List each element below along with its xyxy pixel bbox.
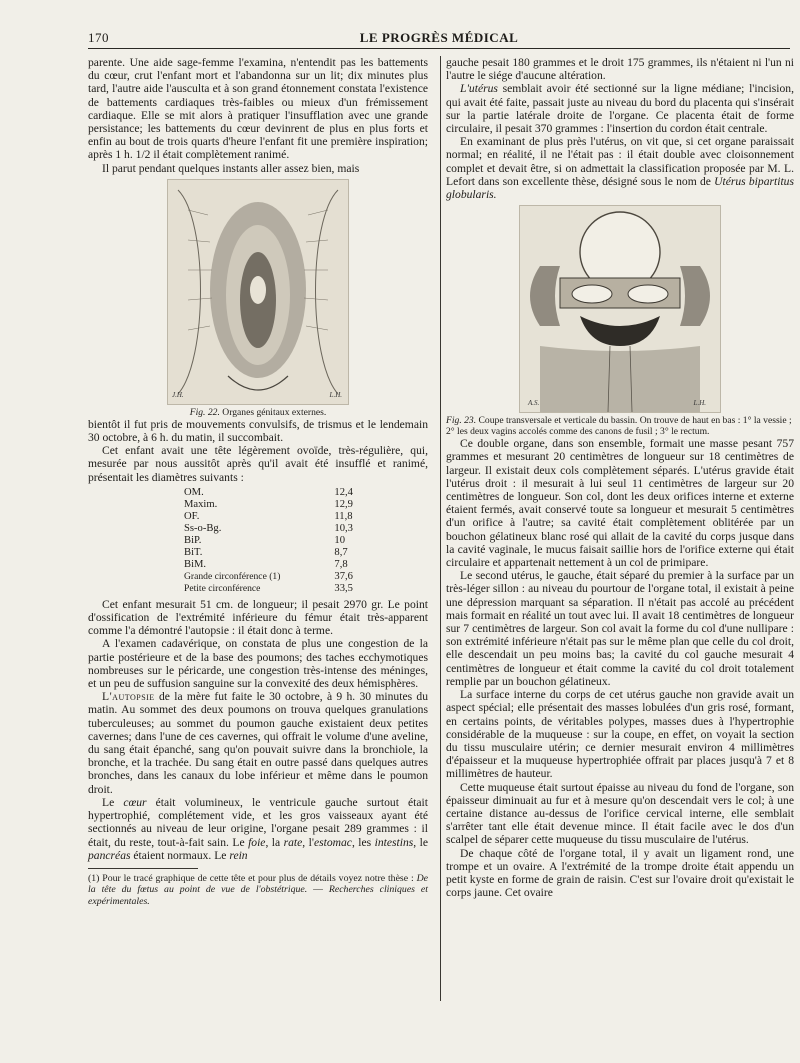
term: foie xyxy=(248,835,266,849)
diameter-row xyxy=(178,547,359,559)
paragraph: Cet enfant mesurait 51 cm. de longueur; il pesait 2970 gr. Le point d'ossification de l'extrémité inférieure du fémur était très-apparent comme l'a démontré l'autopsie : il était donc à terme. xyxy=(88,597,428,638)
term: Utérus bipartitus globularis. xyxy=(446,174,794,202)
diameter-value: 10,3 xyxy=(334,522,353,534)
figure-label: Fig. 23. xyxy=(446,415,477,427)
paragraph: bientôt il fut pris de mouvements convulsifs, de trismus et le lendemain 30 octobre, à 6 h. du matin, il succombait. xyxy=(88,417,428,445)
diameter-value: 33,5 xyxy=(334,582,353,594)
diameter-row xyxy=(178,571,359,583)
diameter-name: Petite circonférence xyxy=(184,582,261,594)
diameter-name: BiP. xyxy=(184,534,202,546)
text: , les xyxy=(351,835,375,849)
term: estomac xyxy=(313,835,352,849)
text: , la xyxy=(265,835,284,849)
diameter-name: BiM. xyxy=(184,558,207,570)
page-header xyxy=(88,30,790,49)
term: rein xyxy=(229,848,248,862)
paragraph: Il parut pendant quelques instants aller assez bien, mais xyxy=(102,161,360,175)
right-column xyxy=(446,56,794,899)
footnote-text: — xyxy=(307,884,329,896)
paragraph xyxy=(88,690,428,796)
diameter-row xyxy=(178,487,359,499)
diameter-name: OM. xyxy=(184,486,204,498)
paragraph: Cette muqueuse était surtout épaisse au niveau du fond de l'organe, son épaisseur diminuait au fur et à mesure qu'on descendait vers le col; à une certaine distance au-dessus de l'orifice cervical interne, elle semblait s'arrêter tant elle était devenue mince. Il était facile avec le dos d'un scalpel de séparer cette muqueuse du tissu musculaire de l'utérus. xyxy=(446,780,794,847)
diameter-row xyxy=(178,583,359,595)
term: intestins xyxy=(374,835,414,849)
figure-23-illustration xyxy=(520,206,720,412)
text: était volumineux, le ventricule gauche surtout était hypertrophié, complétement vide, et les gros vaisseaux ayant été sectionnés au niveau de leur origine, l'organe pesait 289 grammes : il était, du reste, tout-à-fait sain. Le xyxy=(88,795,428,849)
artist-signature: L.H. xyxy=(693,399,706,408)
diameter-value: 11,8 xyxy=(334,510,353,522)
paragraph: Le second utérus, le gauche, était séparé du premier à la surface par un très-léger sillon : au niveau du pourtour de l'organe total, il existait à peine une dépression marquant sa séparation. Il n'était pas accolé au précédent mais formait en réalité un tout avec lui. Il avait 18 centimètres de longueur sur 7 centimètres de largeur. Son col avait la forme du col d'une nullipare : son extrémité inférieure n'était pas sur le même plan que celle du col droit, elle descendait un peu moins bas; la cavité du col gauche mesurait 4 centimètres de longueur et était comme la cavité du col droit totalement remplie par un bouchon gélatineux. xyxy=(446,569,794,688)
paragraph-text: En examinant de plus près l'utérus, on vit que, si cet organe paraissait normal; en réalité, il ne l'était pas : il était double avec cloisonnement complet et devait être, si on admettait la classification proposée par M. L. Lefort dans son excellente thèse, désigné sous le nom de xyxy=(446,135,794,188)
figure-22-caption xyxy=(88,407,428,418)
paragraph-text: semblait avoir été sectionné sur la ligne médiane; l'incision, qui avait été faite, passait juste au niveau du bord du placenta qui s'insérait sur la partie latérale droite de l'organe. Ce placenta était de forme circulaire, il pesait 370 grammes : l'insertion du cordon était centrale. xyxy=(446,82,794,136)
diameter-value: 12,9 xyxy=(334,498,353,510)
paragraph xyxy=(446,82,794,135)
diameter-row xyxy=(178,511,359,523)
diameter-value: 37,6 xyxy=(334,570,353,582)
diameter-row xyxy=(178,535,359,547)
footnote-text: (1) Pour le tracé graphique de cette tête et pour plus de détails voyez notre thèse : xyxy=(88,872,417,884)
term: cœur xyxy=(123,795,147,809)
text: , l' xyxy=(302,835,314,849)
figure-label: Fig. 22. xyxy=(189,406,220,418)
paragraph: Ce double organe, dans son ensemble, formait une masse pesant 757 grammes et mesurant 20 centimètres de longueur sur 18 centimètres de largeur. Il existait deux cols complètement séparés. L'utérus gravide était l'utérus droit : il mesurait à lui seul 11 centimètres de largeur sur 20 centimètres de longueur. Son col, dont les deux orifices interne et externe étaient fermés, avait conservé toute sa longueur et mesurait 5 centimètres d'un orifice à l'autre; sa cavité était complètement oblitérée par un bouchon gélatineux blanc rosé qui allait de la cavité du corps jusque dans la cavité vaginale, le mucus faisait saillie hors de l'orifice externe qui était circulaire et appartenait nettement à un col de primipare. xyxy=(446,437,794,570)
paragraph: A l'examen cadavérique, on constata de plus une congestion de la partie postérieure et de la base des poumons; des taches ecchymotiques nombreuses sur le péricarde, une congestion très-intense des méninges, et un peu de suffusion sanguine sur la convexité des deux hémisphères. xyxy=(88,637,428,691)
paragraph xyxy=(88,796,428,862)
diameter-row xyxy=(178,559,359,571)
figure-caption-text: Coupe transversale et verticale du bassin. On trouve de haut en bas : 1° la vessie ; 2° les deux vagins accolés comme des canons de fusil ; 3° le rectum. xyxy=(446,415,792,438)
text: étaient normaux. Le xyxy=(130,848,230,862)
paragraph: De chaque côté de l'organe total, il y avait un ligament rond, une trompe et un ovaire. A l'extrémité de la trompe droite était appendu un petit kyste en forme de grain de raisin. C'est sur l'ovaire droit qu'existait le corps jaune. Cet ovaire xyxy=(446,846,794,900)
text: Le xyxy=(102,795,124,809)
column-divider xyxy=(440,56,441,1001)
figure-23-caption xyxy=(446,415,794,437)
paragraph: parente. Une aide sage-femme l'examina, n'entendit pas les battements du cœur, crut l'enfant mort et l'abandonna sur un lit; dix minutes plus tard, l'autre aide l'ausculta et à son grand étonnement constata l'existence de battements cardiaques très-faibles ou mieux d'un frémissement cardiaque. Elle se mit alors à pratiquer l'insufflation avec une grande persistance; les battements du cœur devinrent de plus en plus forts et enfin au bout de trois quarts d'heure l'enfant fit une première inspiration; après 1 h. 1/2 il était complètement ranimé. xyxy=(88,56,428,162)
diameter-name: Grande circonférence (1) xyxy=(184,570,281,582)
engraver-signature: A.S. xyxy=(528,399,540,408)
diameter-name: Ss-o-Bg. xyxy=(184,522,222,534)
footnote-title: De la tête du fœtus au point de vue de l'obstétrique. xyxy=(88,872,428,896)
term: rate xyxy=(283,835,303,849)
paragraph: Cet enfant avait une tête légèrement ovoïde, très-régulière, qui, mesurée par nous aussitôt après qu'il avait été insufflé et ranimé, présentait les diamètres suivants : xyxy=(88,444,428,484)
paragraph xyxy=(446,135,794,201)
paragraph-text: de la mère fut faite le 30 octobre, à 9 h. 30 minutes du matin. Au sommet des deux poumons on trouva quelques granulations tuberculeuses; au sommet du poumon gauche existaient deux petites cavernes; dans l'une de ces cavernes, qui offrait le volume d'une aveline, du sang était épanché, sang qu'on pouvait suivre dans la bronchiole, la bronche, et la trachée. Du sang était en outre passé dans quelques autres bronches, dans les canaux du lobe inférieur et même dans le poumon droit. xyxy=(88,690,428,796)
diameter-name: Maxim. xyxy=(184,498,218,510)
journal-title: LE PROGRÈS MÉDICAL xyxy=(359,30,519,45)
head-diameters-table xyxy=(178,487,359,595)
section-lead: L'utérus xyxy=(460,82,498,96)
section-lead: L'autopsie xyxy=(102,690,155,704)
diameter-value: 10 xyxy=(334,534,345,546)
figure-23-engraving xyxy=(519,205,721,413)
footnote-title: Recherches cliniques et expérimentales. xyxy=(88,884,428,907)
diameter-name: BiT. xyxy=(184,546,203,558)
diameter-row xyxy=(178,523,359,535)
footnote-rule xyxy=(88,868,198,869)
paragraph: gauche pesait 180 grammes et le droit 175 grammes, ils n'étaient ni l'un ni l'autre le siége d'aucune altération. xyxy=(446,56,794,83)
figure-caption-text: Organes génitaux externes. xyxy=(222,406,327,418)
diameter-value: 8,7 xyxy=(334,546,348,558)
term: pancréas xyxy=(88,848,131,862)
left-column xyxy=(88,56,428,907)
paragraph: La surface interne du corps de cet utérus gauche non gravide avait un aspect spécial; elle présentait des masses lobulées d'un gris rosé, formant, en certains points, de véritables polypes, masses dues à l'hypertrophie considérable de la muqueuse : sur la coupe, en effet, on voyait la section du tissu musculaire utérin; ce dernier mesurait environ 4 millimètres d'épaisseur et la muqueuse hypertrophiée offrait par places jusqu'à 7 et 8 millimètres de hauteur. xyxy=(446,688,794,781)
diameter-value: 7,8 xyxy=(334,558,348,570)
footnote xyxy=(88,873,428,907)
diameter-value: 12,4 xyxy=(334,486,353,498)
diameter-name: OF. xyxy=(184,510,200,522)
page-number: 170 xyxy=(88,30,109,45)
artist-signature: L.H. xyxy=(329,390,342,399)
figure-22-illustration xyxy=(168,180,348,404)
text: , le xyxy=(413,835,428,849)
diameter-row xyxy=(178,499,359,511)
figure-22-engraving xyxy=(167,179,349,405)
engraver-signature: J.H. xyxy=(172,390,184,399)
